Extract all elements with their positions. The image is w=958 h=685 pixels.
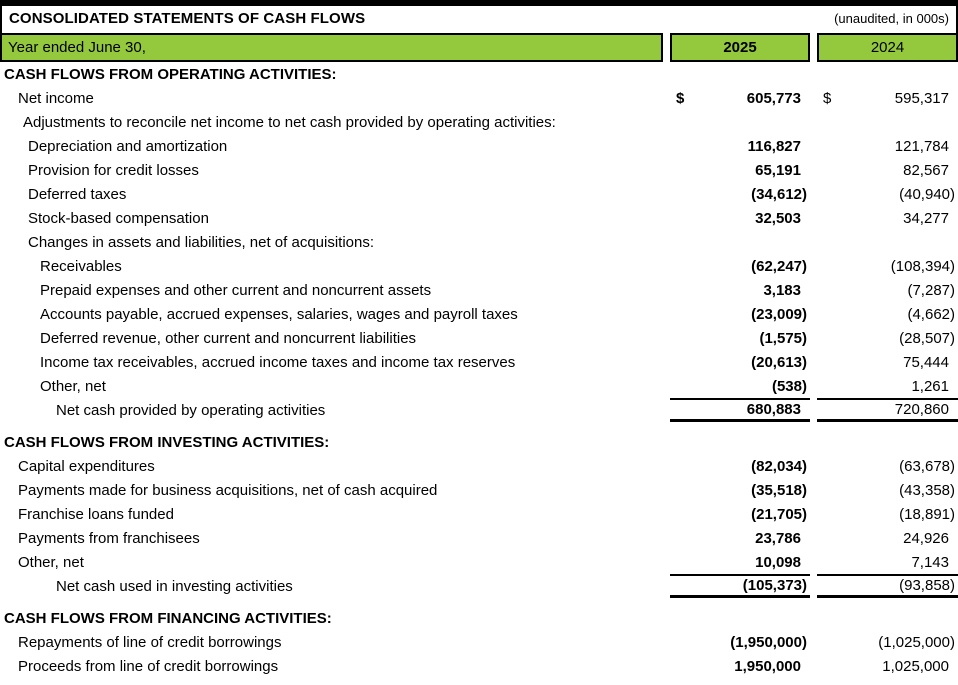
page-title: CONSOLIDATED STATEMENTS OF CASH FLOWS bbox=[9, 10, 366, 27]
cell-value: (63,678) bbox=[899, 457, 955, 475]
value-cell-2024 bbox=[817, 574, 958, 598]
table-body bbox=[0, 62, 958, 678]
value-cell-2024 bbox=[817, 350, 958, 374]
table-row bbox=[0, 110, 958, 134]
value-cell-2024 bbox=[817, 302, 958, 326]
table-row bbox=[0, 478, 958, 502]
row-label: Net cash used in investing activities bbox=[56, 577, 293, 595]
value-cell-2024 bbox=[817, 654, 958, 678]
table-row bbox=[0, 550, 958, 574]
table-row bbox=[0, 526, 958, 550]
value-cell-2024 bbox=[817, 278, 958, 302]
value-cell-2024 bbox=[817, 478, 958, 502]
row-label: Other, net bbox=[18, 553, 84, 571]
cell-value: (82,034) bbox=[751, 457, 807, 475]
value-cell-2025 bbox=[670, 398, 810, 422]
table-row bbox=[0, 206, 958, 230]
table-row bbox=[0, 454, 958, 478]
row-label: Net cash provided by operating activities bbox=[56, 401, 326, 419]
value-cell-2025 bbox=[670, 158, 810, 182]
table-row bbox=[0, 254, 958, 278]
value-cell-2024 bbox=[817, 630, 958, 654]
row-label: Other, net bbox=[40, 377, 106, 395]
table-row bbox=[0, 182, 958, 206]
value-cell-2025 bbox=[670, 478, 810, 502]
value-cell-2025 bbox=[670, 86, 810, 110]
cell-value: (93,858) bbox=[899, 577, 955, 594]
row-label: Proceeds from line of credit borrowings bbox=[18, 657, 279, 675]
cell-value: 1,261 bbox=[911, 377, 949, 395]
header-col-2025: 2025 bbox=[670, 33, 810, 62]
value-cell-2025 bbox=[670, 630, 810, 654]
cell-value: 32,503 bbox=[755, 209, 801, 227]
row-label: Receivables bbox=[40, 257, 122, 275]
cell-value: (538) bbox=[771, 377, 807, 395]
value-cell-2024 bbox=[817, 158, 958, 182]
table-row bbox=[0, 502, 958, 526]
row-label: Adjustments to reconcile net income to net cash provided by operating activities: bbox=[23, 113, 556, 131]
table-row bbox=[0, 326, 958, 350]
table-row bbox=[0, 350, 958, 374]
cell-value: 595,317 bbox=[894, 89, 949, 107]
value-cell-2024 bbox=[817, 550, 958, 574]
table-row bbox=[0, 158, 958, 182]
value-cell-2025 bbox=[670, 182, 810, 206]
value-cell-2025 bbox=[670, 502, 810, 526]
cell-value: (1,025,000) bbox=[878, 633, 955, 651]
currency-symbol: $ bbox=[676, 89, 685, 107]
row-label: Depreciation and amortization bbox=[28, 137, 228, 155]
value-cell-2025 bbox=[670, 654, 810, 678]
cell-value: (23,009) bbox=[751, 305, 807, 323]
cell-value: (1,575) bbox=[759, 329, 807, 347]
value-cell-2025 bbox=[670, 206, 810, 230]
cell-value: (40,940) bbox=[899, 185, 955, 203]
cell-value: 10,098 bbox=[755, 553, 801, 571]
value-cell-2025 bbox=[670, 326, 810, 350]
value-cell-2025 bbox=[670, 278, 810, 302]
cell-value: (20,613) bbox=[751, 353, 807, 371]
value-cell-2025 bbox=[670, 574, 810, 598]
section-header: CASH FLOWS FROM OPERATING ACTIVITIES: bbox=[4, 65, 337, 83]
cell-value: 121,784 bbox=[894, 137, 949, 155]
cell-value: 75,444 bbox=[903, 353, 949, 371]
table-row bbox=[0, 398, 958, 422]
cell-value: (62,247) bbox=[751, 257, 807, 275]
table-row bbox=[0, 430, 958, 454]
value-cell-2024 bbox=[817, 254, 958, 278]
cell-value: 680,883 bbox=[746, 401, 801, 418]
cell-value: (18,891) bbox=[899, 505, 955, 523]
row-label: Payments made for business acquisitions, net of cash acquired bbox=[18, 481, 438, 499]
cell-value: 24,926 bbox=[903, 529, 949, 547]
table-row bbox=[0, 134, 958, 158]
value-cell-2024 bbox=[817, 326, 958, 350]
cell-value: (7,287) bbox=[907, 281, 955, 299]
cell-value: (35,518) bbox=[751, 481, 807, 499]
cell-value: (1,950,000) bbox=[730, 633, 807, 651]
row-label: Prepaid expenses and other current and noncurrent assets bbox=[40, 281, 432, 299]
row-label: Income tax receivables, accrued income taxes and income tax reserves bbox=[40, 353, 516, 371]
value-cell-2024 bbox=[817, 134, 958, 158]
cell-value: 65,191 bbox=[755, 161, 801, 179]
value-cell-2025 bbox=[670, 350, 810, 374]
value-cell-2025 bbox=[670, 526, 810, 550]
cell-value: 720,860 bbox=[894, 401, 949, 418]
cell-value: 116,827 bbox=[747, 137, 801, 155]
cell-value: (34,612) bbox=[751, 185, 807, 203]
cell-value: 3,183 bbox=[763, 281, 801, 299]
table-row bbox=[0, 62, 958, 86]
cell-value: 1,025,000 bbox=[882, 657, 949, 675]
row-label: Net income bbox=[18, 89, 94, 107]
value-cell-2025 bbox=[670, 134, 810, 158]
cell-value: 7,143 bbox=[911, 553, 949, 571]
section-header: CASH FLOWS FROM INVESTING ACTIVITIES: bbox=[4, 433, 330, 451]
row-label: Provision for credit losses bbox=[28, 161, 199, 179]
row-label: Repayments of line of credit borrowings bbox=[18, 633, 282, 651]
header-col-2024: 2024 bbox=[817, 33, 958, 62]
cell-value: (105,373) bbox=[742, 577, 807, 594]
unaudited-note: (unaudited, in 000s) bbox=[834, 11, 949, 26]
table-header-row bbox=[0, 33, 958, 62]
statement-title-row bbox=[0, 0, 958, 33]
row-label: Capital expenditures bbox=[18, 457, 155, 475]
cell-value: 34,277 bbox=[903, 209, 949, 227]
value-cell-2024 bbox=[817, 206, 958, 230]
value-cell-2024 bbox=[817, 526, 958, 550]
table-row bbox=[0, 374, 958, 398]
table-row bbox=[0, 630, 958, 654]
table-row bbox=[0, 574, 958, 598]
value-cell-2024 bbox=[817, 502, 958, 526]
row-label: Franchise loans funded bbox=[18, 505, 174, 523]
value-cell-2025 bbox=[670, 302, 810, 326]
section-header: CASH FLOWS FROM FINANCING ACTIVITIES: bbox=[4, 609, 332, 627]
header-year-ended: Year ended June 30, bbox=[0, 33, 663, 62]
value-cell-2025 bbox=[670, 374, 810, 398]
cell-value: 23,786 bbox=[755, 529, 801, 547]
value-cell-2025 bbox=[670, 254, 810, 278]
cell-value: (108,394) bbox=[890, 257, 955, 275]
row-label: Changes in assets and liabilities, net of acquisitions: bbox=[28, 233, 375, 251]
currency-symbol: $ bbox=[823, 89, 832, 107]
value-cell-2024 bbox=[817, 398, 958, 422]
cell-value: 605,773 bbox=[746, 89, 801, 107]
value-cell-2024 bbox=[817, 454, 958, 478]
cell-value: 82,567 bbox=[903, 161, 949, 179]
value-cell-2024 bbox=[817, 86, 958, 110]
cell-value: (21,705) bbox=[751, 505, 807, 523]
row-label: Stock-based compensation bbox=[28, 209, 209, 227]
cell-value: (4,662) bbox=[907, 305, 955, 323]
cell-value: 1,950,000 bbox=[734, 657, 801, 675]
row-label: Deferred taxes bbox=[28, 185, 127, 203]
cell-value: (28,507) bbox=[899, 329, 955, 347]
value-cell-2025 bbox=[670, 454, 810, 478]
table-row bbox=[0, 302, 958, 326]
table-row bbox=[0, 278, 958, 302]
row-label: Accounts payable, accrued expenses, salaries, wages and payroll taxes bbox=[40, 305, 518, 323]
row-label: Deferred revenue, other current and noncurrent liabilities bbox=[40, 329, 417, 347]
value-cell-2024 bbox=[817, 182, 958, 206]
value-cell-2024 bbox=[817, 374, 958, 398]
row-label: Payments from franchisees bbox=[18, 529, 200, 547]
cell-value: (43,358) bbox=[899, 481, 955, 499]
table-row bbox=[0, 230, 958, 254]
table-row bbox=[0, 86, 958, 110]
value-cell-2025 bbox=[670, 550, 810, 574]
table-row bbox=[0, 654, 958, 678]
table-row bbox=[0, 606, 958, 630]
